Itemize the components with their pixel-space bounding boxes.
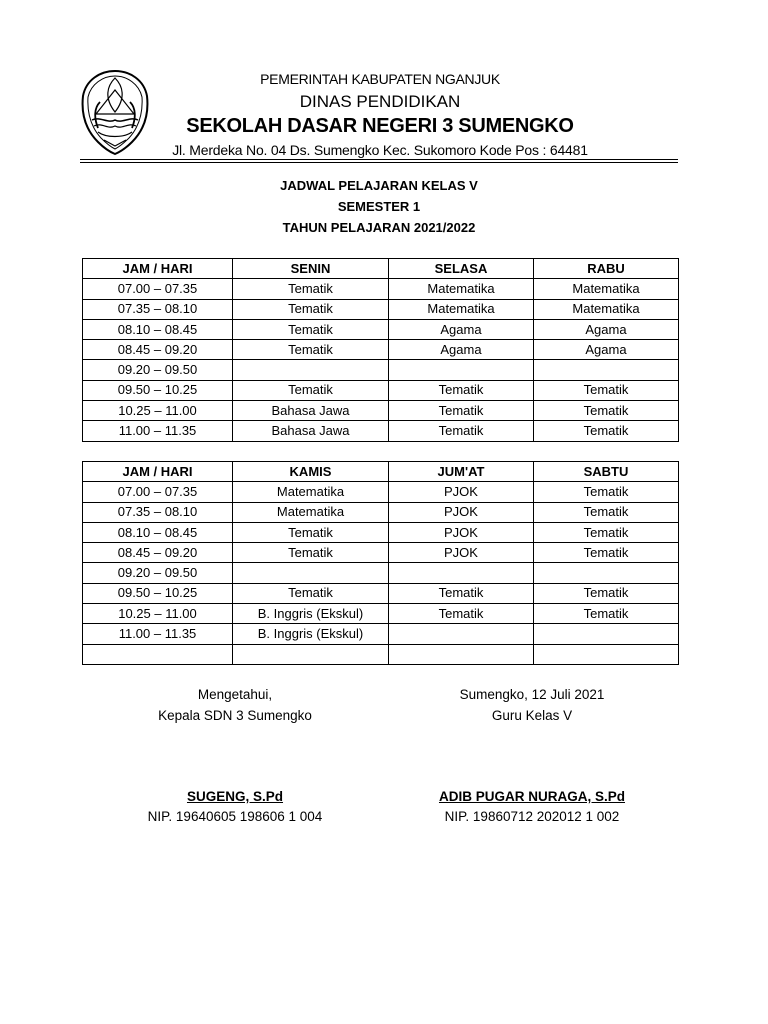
subject-cell: Tematik bbox=[389, 604, 534, 624]
subject-cell bbox=[389, 624, 534, 644]
table-row bbox=[83, 299, 679, 319]
header-divider-thin bbox=[80, 162, 678, 163]
principal-nip: NIP. 19640605 198606 1 004 bbox=[147, 809, 323, 824]
column-header: SABTU bbox=[534, 462, 679, 482]
subject-cell: PJOK bbox=[389, 502, 534, 522]
time-slot-cell: 07.00 – 07.35 bbox=[83, 279, 233, 299]
subject-cell: Matematika bbox=[534, 299, 679, 319]
department-header: DINAS PENDIDIKAN bbox=[299, 92, 461, 111]
subject-cell bbox=[389, 644, 534, 664]
time-slot-cell bbox=[83, 644, 233, 664]
table-row bbox=[83, 279, 679, 299]
time-slot-cell: 07.00 – 07.35 bbox=[83, 482, 233, 502]
subject-cell: Matematika bbox=[233, 502, 389, 522]
column-header: JAM / HARI bbox=[83, 259, 233, 279]
subject-cell: Tematik bbox=[534, 543, 679, 563]
subject-cell: Tematik bbox=[534, 583, 679, 603]
subject-cell bbox=[233, 360, 389, 380]
table-row bbox=[83, 502, 679, 522]
table-row bbox=[83, 624, 679, 644]
schedule-table-mon-wed bbox=[82, 258, 679, 442]
teacher-nip: NIP. 19860712 202012 1 002 bbox=[444, 809, 620, 824]
subject-cell: Agama bbox=[534, 340, 679, 360]
subject-cell: PJOK bbox=[389, 522, 534, 542]
subject-cell: Agama bbox=[389, 340, 534, 360]
subject-cell: Tematik bbox=[389, 401, 534, 421]
table-row bbox=[83, 401, 679, 421]
table-row bbox=[83, 421, 679, 441]
subject-cell: Tematik bbox=[534, 380, 679, 400]
subject-cell: Tematik bbox=[233, 583, 389, 603]
time-slot-cell: 10.25 – 11.00 bbox=[83, 401, 233, 421]
subject-cell bbox=[233, 644, 389, 664]
subject-cell: Tematik bbox=[534, 401, 679, 421]
column-header: SELASA bbox=[389, 259, 534, 279]
subject-cell: Matematika bbox=[389, 279, 534, 299]
time-slot-cell: 08.10 – 08.45 bbox=[83, 522, 233, 542]
time-slot-cell: 09.50 – 10.25 bbox=[83, 583, 233, 603]
table-row bbox=[83, 319, 679, 339]
time-slot-cell: 07.35 – 08.10 bbox=[83, 502, 233, 522]
subject-cell: B. Inggris (Ekskul) bbox=[233, 604, 389, 624]
subject-cell: Matematika bbox=[534, 279, 679, 299]
time-slot-cell: 10.25 – 11.00 bbox=[83, 604, 233, 624]
subject-cell: Tematik bbox=[534, 482, 679, 502]
time-slot-cell: 07.35 – 08.10 bbox=[83, 299, 233, 319]
time-slot-cell: 08.45 – 09.20 bbox=[83, 543, 233, 563]
subject-cell bbox=[389, 360, 534, 380]
subject-cell bbox=[389, 563, 534, 583]
acknowledged-label: Mengetahui, bbox=[197, 687, 273, 702]
column-header: JAM / HARI bbox=[83, 462, 233, 482]
header-divider-thick bbox=[80, 159, 678, 160]
subject-cell bbox=[534, 644, 679, 664]
time-slot-cell: 09.20 – 09.50 bbox=[83, 360, 233, 380]
table-row bbox=[83, 522, 679, 542]
subject-cell: B. Inggris (Ekskul) bbox=[233, 624, 389, 644]
subject-cell: Tematik bbox=[389, 421, 534, 441]
table-row bbox=[83, 380, 679, 400]
subject-cell: Bahasa Jawa bbox=[233, 421, 389, 441]
subject-cell: Matematika bbox=[233, 482, 389, 502]
subject-cell: Tematik bbox=[233, 543, 389, 563]
school-address: Jl. Merdeka No. 04 Ds. Sumengko Kec. Sukomoro Kode Pos : 64481 bbox=[172, 142, 588, 158]
column-header: KAMIS bbox=[233, 462, 389, 482]
table-header-row bbox=[83, 259, 679, 279]
table-row bbox=[83, 563, 679, 583]
time-slot-cell: 08.45 – 09.20 bbox=[83, 340, 233, 360]
subject-cell: Tematik bbox=[534, 604, 679, 624]
subject-cell: Agama bbox=[534, 319, 679, 339]
time-slot-cell: 09.50 – 10.25 bbox=[83, 380, 233, 400]
principal-name: SUGENG, S.Pd bbox=[186, 789, 284, 804]
semester-title: SEMESTER 1 bbox=[337, 199, 421, 214]
time-slot-cell: 09.20 – 09.50 bbox=[83, 563, 233, 583]
subject-cell: Tematik bbox=[534, 502, 679, 522]
subject-cell: PJOK bbox=[389, 482, 534, 502]
subject-cell: Tematik bbox=[233, 279, 389, 299]
document-title: JADWAL PELAJARAN KELAS V bbox=[280, 178, 478, 193]
subject-cell: Tematik bbox=[534, 421, 679, 441]
subject-cell: Tematik bbox=[389, 583, 534, 603]
column-header: RABU bbox=[534, 259, 679, 279]
subject-cell: Tematik bbox=[389, 380, 534, 400]
time-slot-cell: 08.10 – 08.45 bbox=[83, 319, 233, 339]
subject-cell bbox=[534, 624, 679, 644]
subject-cell: PJOK bbox=[389, 543, 534, 563]
subject-cell: Tematik bbox=[233, 319, 389, 339]
place-date: Sumengko, 12 Juli 2021 bbox=[459, 687, 605, 702]
schedule-table-thu-sat bbox=[82, 461, 679, 665]
subject-cell: Bahasa Jawa bbox=[233, 401, 389, 421]
teacher-title: Guru Kelas V bbox=[491, 708, 573, 723]
table-row bbox=[83, 543, 679, 563]
subject-cell bbox=[534, 563, 679, 583]
table-row bbox=[83, 360, 679, 380]
subject-cell: Matematika bbox=[389, 299, 534, 319]
teacher-name: ADIB PUGAR NURAGA, S.Pd bbox=[438, 789, 625, 804]
subject-cell bbox=[233, 563, 389, 583]
government-header: PEMERINTAH KABUPATEN NGANJUK bbox=[260, 71, 500, 87]
subject-cell: Tematik bbox=[233, 522, 389, 542]
subject-cell: Tematik bbox=[233, 340, 389, 360]
school-name: SEKOLAH DASAR NEGERI 3 SUMENGKO bbox=[186, 115, 574, 137]
column-header: JUM'AT bbox=[389, 462, 534, 482]
subject-cell: Tematik bbox=[233, 299, 389, 319]
regency-emblem-logo bbox=[80, 68, 150, 156]
subject-cell: Agama bbox=[389, 319, 534, 339]
time-slot-cell: 11.00 – 11.35 bbox=[83, 624, 233, 644]
subject-cell: Tematik bbox=[534, 522, 679, 542]
academic-year-title: TAHUN PELAJARAN 2021/2022 bbox=[282, 220, 476, 235]
time-slot-cell: 11.00 – 11.35 bbox=[83, 421, 233, 441]
table-row bbox=[83, 644, 679, 664]
table-header-row bbox=[83, 462, 679, 482]
table-row bbox=[83, 482, 679, 502]
principal-title: Kepala SDN 3 Sumengko bbox=[158, 708, 312, 723]
table-row bbox=[83, 583, 679, 603]
table-row bbox=[83, 604, 679, 624]
column-header: SENIN bbox=[233, 259, 389, 279]
subject-cell bbox=[534, 360, 679, 380]
table-row bbox=[83, 340, 679, 360]
subject-cell: Tematik bbox=[233, 380, 389, 400]
